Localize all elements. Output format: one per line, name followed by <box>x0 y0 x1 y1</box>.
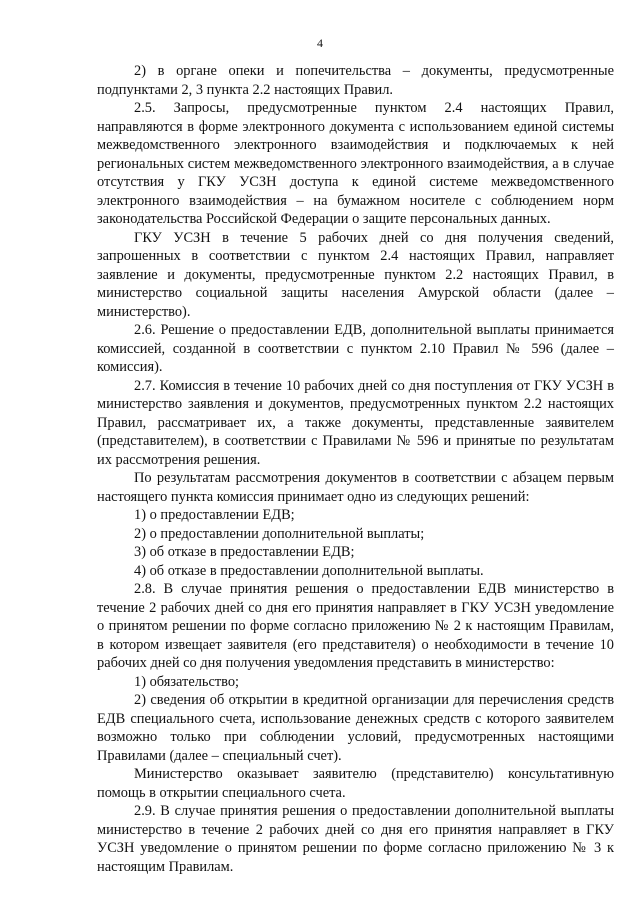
list-item: 1) обязательство; <box>134 673 240 690</box>
document-body <box>97 62 614 876</box>
paragraph: 2.9. В случае принятия решения о предоставлении дополнительной выплаты министерство в течение 2 рабочих дней со дня его принятия направляет в ГКУ УСЗН уведомление о принятом решении по форме согласно приложению № 3 к настоящим Правилам. <box>97 803 614 875</box>
list-item: 2) о предоставлении дополнительной выплаты; <box>134 525 425 542</box>
page-number: 4 <box>317 36 323 50</box>
paragraph: 2.5. Запросы, предусмотренные пунктом 2.4 настоящих Правил, направляются в форме электронного документа с использованием единой системы межведомственного электронного взаимодействия и подключаемых к ней региональных систем межведомственного электронного взаимодействия, а в случае отсутствия у ГКУ УСЗН доступа к единой системе межведомственного электронного взаимодействия – на бумажном носителе с соблюдением норм законодательства Российской Федерации о защите персональных данных. <box>97 100 614 227</box>
paragraph: Министерство оказывает заявителю (представителю) консультативную помощь в открытии специального счета. <box>97 766 614 801</box>
list-item: 1) о предоставлении ЕДВ; <box>134 507 295 523</box>
list-item: 3) об отказе в предоставлении ЕДВ; <box>134 544 355 560</box>
paragraph: 2) в органе опеки и попечительства – документы, предусмотренные подпунктами 2, 3 пункта 2.2 настоящих Правил. <box>97 63 614 98</box>
paragraph: ГКУ УСЗН в течение 5 рабочих дней со дня получения сведений, запрошенных в соответствии с пунктом 2.4 настоящих Правил, направляет заявление и документы, предусмотренные пунктом 2.2 настоящих Правил, в министерство социальной защиты населения Амурской области (далее – министерство). <box>97 229 614 320</box>
paragraph: 2.8. В случае принятия решения о предоставлении ЕДВ министерство в течение 2 рабочих дней со дня его принятия направляет в ГКУ УСЗН уведомление о принятом решении по форме согласно приложению № 2 к настоящим Правилам, в котором извещает заявителя (его представителя) о необходимости в течение 10 рабочих дней со дня получения уведомления представить в министерство: <box>97 581 614 671</box>
paragraph: 2.7. Комиссия в течение 10 рабочих дней со дня поступления от ГКУ УСЗН в министерство заявления и документов, предусмотренных пунктом 2.2 настоящих Правил, рассматривает их, а также документы, представленные заявителем (представителем), в соответствии с Правилами № 596 и принятые по результатам их рассмотрения решения. <box>97 377 614 468</box>
list-item: 4) об отказе в предоставлении дополнительной выплаты. <box>134 562 484 579</box>
list-item: 2) сведения об открытии в кредитной организации для перечисления средств ЕДВ специального счета, использование денежных средств с которого заявителем возможно только при соблюдении условий, предусмотренных настоящими Правилами (далее – специальный счет). <box>97 692 614 764</box>
paragraph: 2.6. Решение о предоставлении ЕДВ, дополнительной выплаты принимается комиссией, созданной в соответствии с пунктом 2.10 Правил № 596 (далее – комиссия). <box>97 322 614 375</box>
paragraph: По результатам рассмотрения документов в соответствии с абзацем первым настоящего пункта комиссия принимает одно из следующих решений: <box>97 470 614 505</box>
